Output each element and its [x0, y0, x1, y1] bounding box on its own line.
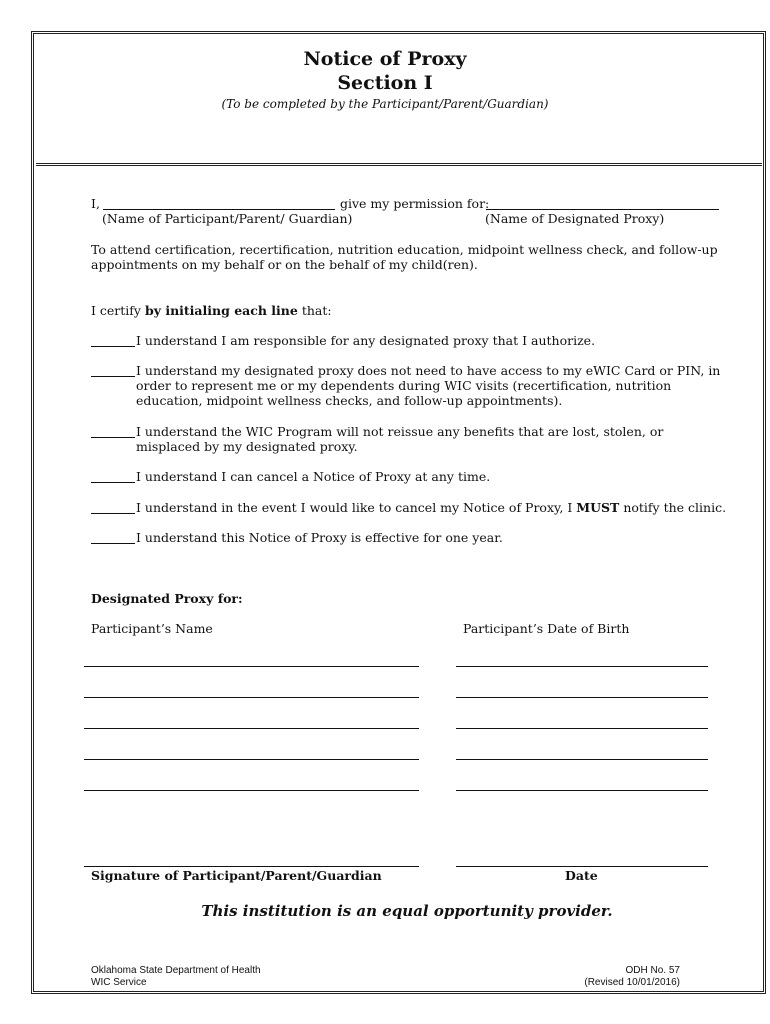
- designated-heading: Designated Proxy for:: [91, 591, 243, 606]
- footer-form-number: ODH No. 57: [625, 965, 680, 976]
- participant-name-line[interactable]: [84, 790, 419, 791]
- participant-name-line[interactable]: [84, 728, 419, 729]
- footer-service: WIC Service: [91, 977, 147, 988]
- equal-opportunity-statement: This institution is an equal opportunity provider.: [201, 902, 613, 920]
- initial-field[interactable]: [91, 482, 135, 483]
- initial-field[interactable]: [91, 513, 135, 514]
- permission-prefix: I,: [91, 196, 100, 211]
- participant-name-line[interactable]: [84, 697, 419, 698]
- participant-dob-line[interactable]: [456, 759, 708, 760]
- statement-text: I understand I am responsible for any designated proxy that I authorize.: [136, 333, 596, 348]
- col-participant-dob: Participant’s Date of Birth: [463, 621, 630, 636]
- purpose-paragraph: To attend certification, recertification, nutrition education, midpoint wellness check, and follow-up appointments on my behalf or on the behalf of my child(ren).: [91, 242, 718, 272]
- initial-field[interactable]: [91, 346, 135, 347]
- initial-field[interactable]: [91, 437, 135, 438]
- footer-revised: (Revised 10/01/2016): [584, 977, 680, 988]
- participant-name-line[interactable]: [84, 666, 419, 667]
- participant-dob-line[interactable]: [456, 790, 708, 791]
- statement-text: I understand I can cancel a Notice of Proxy at any time.: [136, 469, 491, 484]
- proxy-name-field[interactable]: [486, 209, 719, 210]
- statement-text: I understand this Notice of Proxy is effective for one year.: [136, 530, 503, 545]
- section-title: Section I: [337, 72, 433, 94]
- initial-field[interactable]: [91, 543, 135, 544]
- initial-field[interactable]: [91, 376, 135, 377]
- date-label: Date: [565, 868, 598, 883]
- statement-after: notify the clinic.: [619, 500, 727, 515]
- footer-dept: Oklahoma State Department of Health: [91, 965, 261, 976]
- col-participant-name: Participant’s Name: [91, 621, 213, 636]
- participant-name-field[interactable]: [103, 209, 335, 210]
- date-line[interactable]: [456, 866, 708, 867]
- statement-text: [136, 500, 726, 515]
- statement-bold: MUST: [576, 500, 620, 515]
- participant-dob-line[interactable]: [456, 697, 708, 698]
- participant-name-label: (Name of Participant/Parent/ Guardian): [102, 211, 353, 226]
- statement-text: I understand the WIC Program will not reissue any benefits that are lost, stolen, or misplaced by my designated proxy.: [136, 424, 664, 454]
- permission-text: give my permission for:: [340, 196, 490, 211]
- certify-after: that:: [297, 303, 332, 318]
- signature-label: Signature of Participant/Parent/Guardian: [91, 868, 382, 883]
- participant-name-line[interactable]: [84, 759, 419, 760]
- signature-line[interactable]: [84, 866, 419, 867]
- certify-bold: by initialing each line: [144, 303, 298, 318]
- statement-text: I understand my designated proxy does not need to have access to my eWIC Card or PIN, in order to represent me or my dependents during WIC visits (recertification, nutrition education, midpoint wellness checks, and follow-up appointments).: [136, 363, 721, 408]
- participant-dob-line[interactable]: [456, 666, 708, 667]
- form-title: Notice of Proxy: [303, 48, 467, 70]
- participant-dob-line[interactable]: [456, 728, 708, 729]
- certify-before: I certify: [91, 303, 145, 318]
- statement-before: I understand in the event I would like to cancel my Notice of Proxy, I: [136, 500, 577, 515]
- certify-line: [91, 303, 332, 318]
- form-subtitle: (To be completed by the Participant/Parent/Guardian): [221, 97, 549, 111]
- proxy-name-label: (Name of Designated Proxy): [485, 211, 665, 226]
